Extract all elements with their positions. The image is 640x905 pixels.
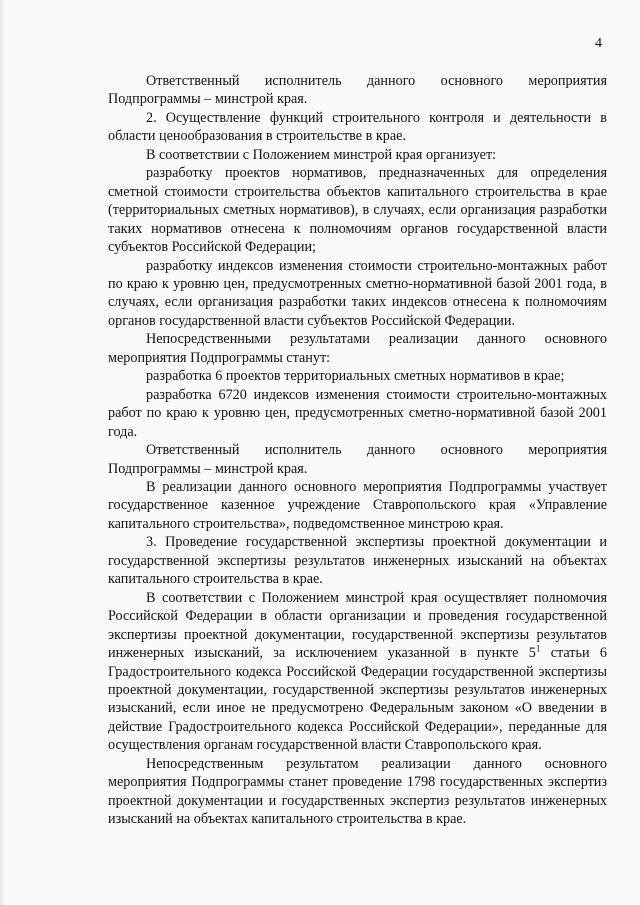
paragraph-development-norms: разработку проектов нормативов, предназначенных для определения сметной стоимости строительства объектов капитального строительства в крае (территориальных сметных нормативов), в случаях, если организация разработки таких нормативов отнесена к полномочиям органов государственной власти субъектов Российской Федерации;	[108, 165, 607, 256]
paragraph-development-indices: разработку индексов изменения стоимости строительно-монтажных работ по краю к уровню цен, предусмотренных сметно-нормативной базой 2001 года, в случаях, если организация разработки таких индексов отнесена к полномочиям органов государственной власти субъектов Российской Федерации.	[108, 257, 607, 329]
paragraph-direct-results: Непосредственными результатами реализации данного основного мероприятия Подпрограммы станут:	[108, 331, 607, 366]
paragraph-powers-part-2: статьи 6 Градостроительного кодекса Российской Федерации государственной экспертизы проектной документации, государственной экспертизы результатов инженерных изысканий, если иное не предусмотрено Федеральным законом «О введении в действие Градостроительного кодекса Российской Федерации», переданные для осуществления органам государственной власти Ставропольского края.	[108, 645, 607, 754]
paragraph-result-indices: разработка 6720 индексов изменения стоимости строительно-монтажных работ по краю к уровню цен, предусмотренных сметно-нормативной базой 2001 года.	[108, 386, 607, 440]
page-number: 4	[595, 36, 602, 51]
superscript-marker: 1	[535, 643, 541, 654]
paragraph-responsible-1: Ответственный исполнитель данного основного мероприятия Подпрограммы – минстрой края.	[108, 73, 607, 108]
paragraph-participation: В реализации данного основного мероприятия Подпрограммы участвует государственное казенное учреждение Ставропольского края «Управление капитального строительства», подведомственное минстрою края.	[108, 478, 607, 532]
paragraph-organizes: В соответствии с Положением минстрой края организует:	[146, 146, 497, 163]
paragraph-powers	[108, 589, 607, 755]
scan-edge	[0, 0, 6, 905]
paragraph-powers-part-1: В соответствии с Положением минстрой края осуществляет полномочия Российской Федерации в области организации и проведения государственной экспертизы проектной документации, государственной экспертизы результатов инженерных изысканий, за исключением указанной в пункте 5	[108, 589, 607, 662]
paragraph-item-2: 2. Осуществление функций строительного контроля и деятельности в области ценообразования в строительстве в крае.	[108, 109, 607, 145]
paragraph-direct-result: Непосредственным результатом реализации данного основного мероприятия Подпрограммы станет проведение 1798 государственных экспертиз проектной документации и государственных экспертиз результатов инженерных изысканий на объектах капитального строительства в крае.	[108, 755, 607, 828]
paragraph-item-3: 3. Проведение государственной экспертизы проектной документации и государственной экспертизы результатов инженерных изысканий на объектах капитального строительства в крае.	[108, 534, 607, 588]
paragraph-responsible-2: Ответственный исполнитель данного основного мероприятия Подпрограммы – минстрой края.	[108, 442, 607, 477]
document-body	[108, 72, 607, 829]
paragraph-result-norms: разработка 6 проектов территориальных сметных нормативов в крае;	[146, 368, 565, 385]
